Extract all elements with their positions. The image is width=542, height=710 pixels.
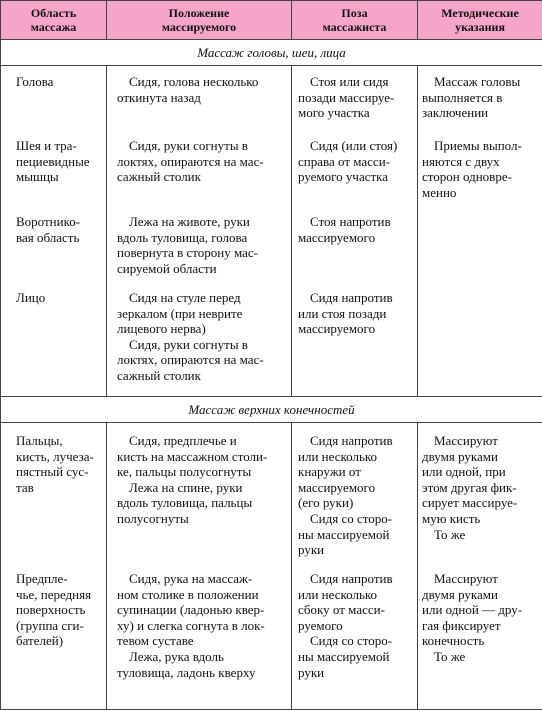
text-line: Сидя, руки согнуты в (129, 138, 264, 154)
text-line: чье, передняя (16, 587, 91, 603)
text-block (16, 138, 90, 185)
col-position (107, 423, 292, 710)
text-line: ху) и слегка согнута в лок- (117, 618, 265, 634)
text-block (310, 138, 397, 185)
text-line: повернута в сторону мас- (117, 245, 258, 261)
text-line: Сидя, предплечье и (129, 433, 267, 449)
text-block (129, 433, 267, 480)
text-line: руки (298, 542, 392, 558)
text-line: локтях, опираются на мас- (117, 352, 264, 368)
text-block (129, 337, 264, 384)
text-block (129, 138, 264, 185)
col-area (1, 423, 107, 710)
text-line: няются с двух (422, 154, 522, 170)
text-block (434, 649, 465, 665)
header-pose: Поза массажиста (292, 1, 418, 40)
text-line: кисть на массажном столи- (117, 449, 267, 465)
text-line: гая фиксирует (422, 618, 522, 634)
text-line: Сидя со сторо- (310, 633, 392, 649)
text-block (310, 290, 393, 337)
text-line: локтях, опираются на мас- (117, 154, 264, 170)
text-line: бателей) (16, 633, 91, 649)
section-title-row (1, 40, 542, 66)
text-block (434, 433, 517, 527)
text-block (310, 511, 392, 558)
text-line: ны массируемой (298, 527, 392, 543)
text-block (434, 527, 465, 543)
text-line: откинута назад (117, 90, 258, 106)
text-line: заключении (422, 105, 520, 121)
col-notes (418, 66, 542, 397)
section-title: Массаж верхних конечностей (1, 397, 542, 423)
text-line: Сидя, руки согнуты в (129, 337, 264, 353)
col-position (107, 66, 292, 397)
text-line: сирует массируе- (422, 495, 517, 511)
section-title-row (1, 397, 542, 423)
text-block (129, 214, 258, 276)
text-line: конечность (422, 633, 522, 649)
text-line: Массируют (434, 433, 517, 449)
header-area: Область массажа (1, 1, 107, 40)
text-line: тевом суставе (117, 633, 265, 649)
text-line: Сидя напротив (310, 290, 393, 306)
text-line: этом другая фик- (422, 480, 517, 496)
text-block (16, 433, 94, 495)
text-line: Лежа на спине, руки (129, 480, 252, 496)
text-line: вая область (16, 230, 80, 246)
text-line: сируемой области (117, 261, 258, 277)
header-notes: Методические указания (418, 1, 542, 40)
text-line: Лежа на животе, руки (129, 214, 258, 230)
text-line: массируемого (298, 480, 393, 496)
text-line: или стоя позади (298, 306, 393, 322)
text-line: позади массируе- (298, 90, 394, 106)
text-line: Голова (16, 74, 53, 90)
text-line: супинации (ладонью квер- (117, 602, 265, 618)
text-line: Стоя или сидя (310, 74, 394, 90)
text-line: Массируют (434, 571, 522, 587)
text-line: Пальцы, (16, 433, 94, 449)
text-line: Сидя, рука на массаж- (129, 571, 265, 587)
text-line: мого участка (298, 105, 394, 121)
text-line: Предпле- (16, 571, 91, 587)
text-line: Лежа, рука вдоль (129, 649, 255, 665)
text-block (434, 138, 522, 200)
text-block (129, 74, 258, 105)
section-title: Массаж головы, шеи, лица (1, 40, 542, 66)
text-line: (его руки) (298, 495, 393, 511)
text-line: Сидя, голова несколько (129, 74, 258, 90)
text-line: То же (434, 527, 465, 543)
text-block (310, 633, 392, 680)
text-line: массируемого (298, 230, 391, 246)
text-block (129, 480, 252, 527)
text-line: Приемы выпол- (434, 138, 522, 154)
col-area (1, 66, 107, 397)
col-pose (292, 66, 418, 397)
text-block (16, 290, 45, 306)
text-line: ном столике в положении (117, 587, 265, 603)
text-line: двумя руками (422, 449, 517, 465)
text-line: руемого участка (298, 169, 397, 185)
text-line: зеркалом (при неврите (117, 306, 242, 322)
col-notes (418, 423, 542, 710)
text-line: Воротнико- (16, 214, 80, 230)
text-line: сажный столик (117, 169, 264, 185)
text-line: ке, пальцы полусогнуты (117, 464, 267, 480)
text-line: Сидя напротив (310, 433, 393, 449)
text-block (310, 571, 393, 633)
text-line: Лицо (16, 290, 45, 306)
text-line: менно (422, 185, 522, 201)
text-line: выполняется в (422, 90, 520, 106)
text-line: вдоль туловища, пальцы (117, 495, 252, 511)
text-line: или одной, при (422, 464, 517, 480)
text-block (16, 571, 91, 649)
col-pose (292, 423, 418, 710)
text-block (129, 290, 242, 337)
text-block (310, 433, 393, 511)
text-block (16, 74, 53, 90)
text-line: двумя руками (422, 587, 522, 603)
text-line: руемого (298, 618, 393, 634)
text-line: кисть, лучеза- (16, 449, 94, 465)
text-line: тав (16, 480, 94, 496)
text-block (310, 214, 391, 245)
header-row (1, 1, 542, 40)
text-line: или одной — дру- (422, 602, 522, 618)
text-line: или несколько (298, 587, 393, 603)
text-block (129, 649, 255, 680)
text-line: сажный столик (117, 368, 264, 384)
text-line: Сидя (или стоя) (310, 138, 397, 154)
text-line: мышцы (16, 169, 90, 185)
text-block (310, 74, 394, 121)
text-block (16, 214, 80, 245)
text-line: пястный сус- (16, 464, 94, 480)
text-line: туловища, ладонь кверху (117, 665, 255, 681)
text-block (129, 571, 265, 649)
text-line: вдоль туловища, голова (117, 230, 258, 246)
text-line: лицевого нерва) (117, 321, 242, 337)
section-body (1, 66, 542, 397)
text-line: Стоя напротив (310, 214, 391, 230)
text-line: Сидя на стуле перед (129, 290, 242, 306)
text-line: поверхность (16, 602, 91, 618)
section-body (1, 423, 542, 710)
text-line: сбоку от масси- (298, 602, 393, 618)
text-line: (группа сги- (16, 618, 91, 634)
text-line: массируемого (298, 321, 393, 337)
text-line: руки (298, 665, 392, 681)
text-line: Массаж головы (434, 74, 520, 90)
text-line: справа от масси- (298, 154, 397, 170)
text-block (434, 74, 520, 121)
text-line: пециевидные (16, 154, 90, 170)
text-line: То же (434, 649, 465, 665)
text-line: мую кисть (422, 511, 517, 527)
text-line: полусогнуты (117, 511, 252, 527)
text-line: ны массируемой (298, 649, 392, 665)
text-line: или несколько (298, 449, 393, 465)
text-line: Сидя со сторо- (310, 511, 392, 527)
text-line: Сидя напротив (310, 571, 393, 587)
header-position: Положение массируемого (107, 1, 292, 40)
text-line: кнаружи от (298, 464, 393, 480)
text-line: Шея и тра- (16, 138, 90, 154)
text-line: сторон одновре- (422, 169, 522, 185)
text-block (434, 571, 522, 649)
